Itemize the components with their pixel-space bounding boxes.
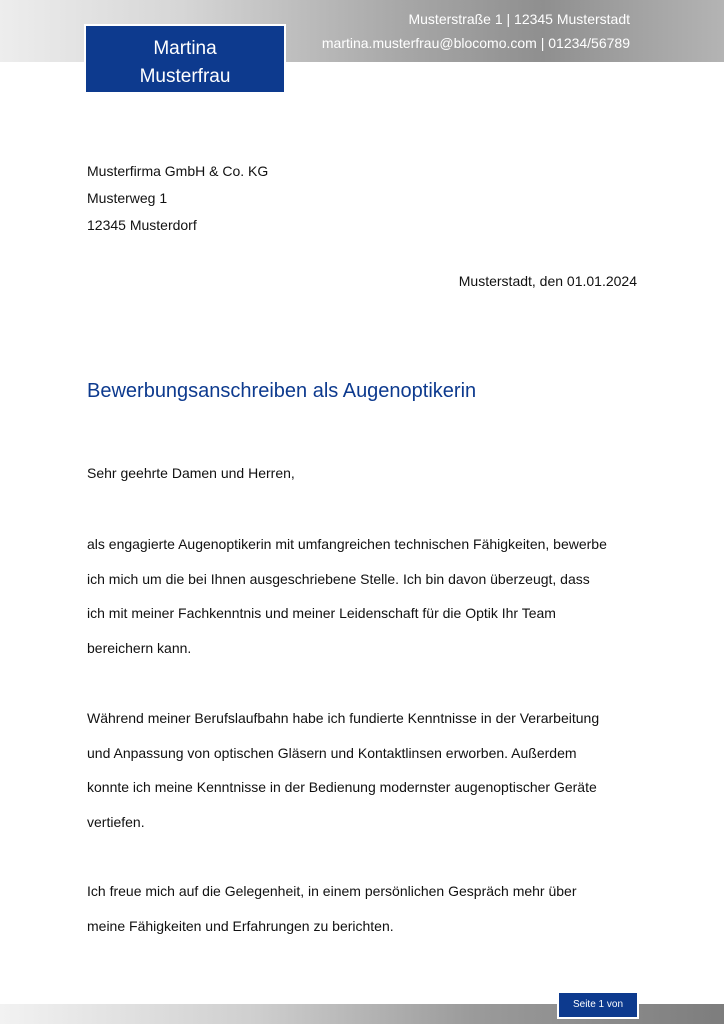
paragraph-line: als engagierte Augenoptikerin mit umfangreichen technischen Fähigkeiten, bewerbe — [87, 536, 607, 552]
paragraph-line: ich mit meiner Fachkenntnis und meiner Leidenschaft für die Optik Ihr Team — [87, 605, 556, 622]
paragraph-line: ich mich um die bei Ihnen ausgeschriebene Stelle. Ich bin davon überzeugt, dass — [87, 570, 590, 587]
body-paragraph-1 — [87, 527, 647, 666]
sender-address: Musterstraße 1 | 12345 Musterstadt — [408, 11, 630, 27]
recipient-city: 12345 Musterdorf — [87, 217, 197, 233]
sender-first-name: Martina — [153, 38, 217, 59]
recipient-street: Musterweg 1 — [87, 190, 168, 206]
date-line: Musterstadt, den 01.01.2024 — [458, 273, 637, 289]
letter-subject: Bewerbungsanschreiben als Augenoptikerin — [87, 380, 477, 402]
body-paragraph-2 — [87, 701, 647, 840]
paragraph-line: bereichern kann. — [87, 640, 192, 657]
body-paragraph-3 — [87, 874, 647, 943]
paragraph-line: konnte ich meine Kenntnisse in der Bedienung modernster augenoptischer Geräte — [87, 779, 597, 796]
paragraph-line: meine Fähigkeiten und Erfahrungen zu berichten. — [87, 917, 394, 934]
sender-name-box — [86, 26, 284, 92]
sender-contact: martina.musterfrau@blocomo.com | 01234/56789 — [321, 35, 630, 51]
paragraph-line: Während meiner Berufslaufbahn habe ich fundierte Kenntnisse in der Verarbeitung — [87, 710, 600, 726]
paragraph-line: und Anpassung von optischen Gläsern und Kontaktlinsen erworben. Außerdem — [87, 744, 577, 761]
sender-last-name: Musterfrau — [139, 66, 231, 87]
paragraph-line: Ich freue mich auf die Gelegenheit, in einem persönlichen Gespräch mehr über — [87, 883, 577, 899]
paragraph-line: vertiefen. — [87, 814, 145, 831]
recipient-company: Musterfirma GmbH & Co. KG — [87, 163, 269, 179]
recipient-address — [87, 158, 268, 239]
salutation: Sehr geehrte Damen und Herren, — [87, 465, 295, 481]
page-number-badge: Seite 1 von — [559, 993, 637, 1017]
